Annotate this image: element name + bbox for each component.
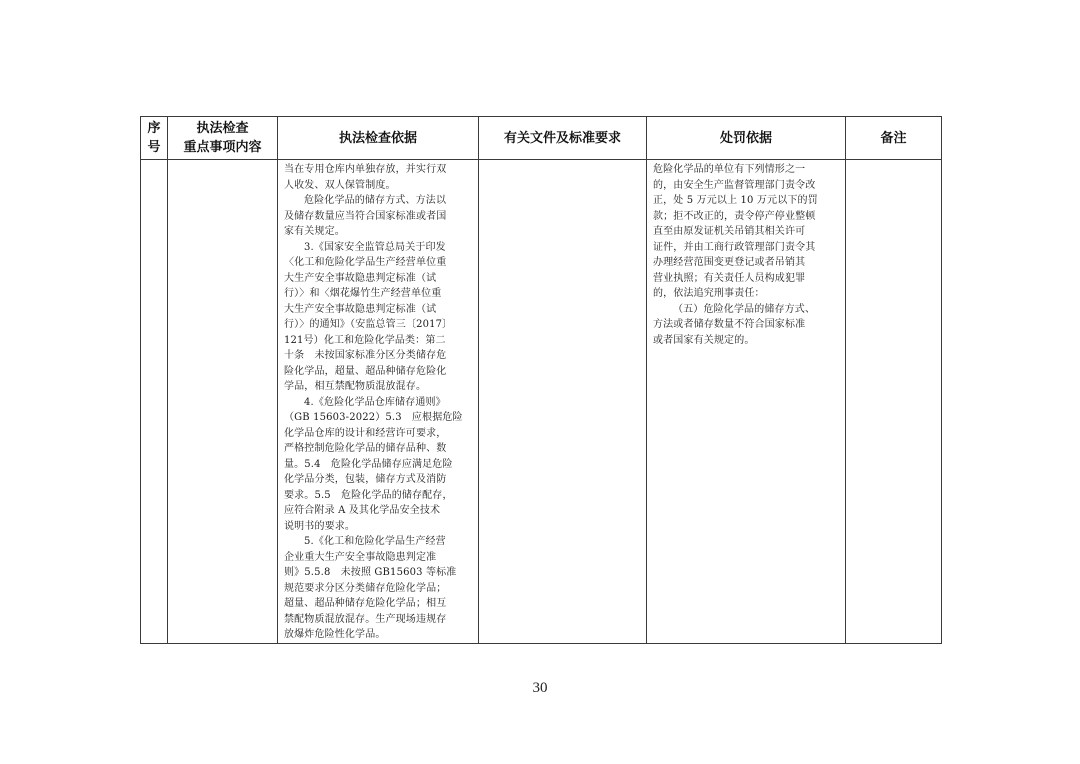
basis-line: 及储存数量应当符合国家标准或者国 [284,210,447,222]
header-standards: 有关文件及标准要求 [479,117,647,160]
penalty-line: 办理经营范围变更登记或者吊销其 [653,257,806,268]
header-focus-line-1: 执法检查 [196,121,249,136]
penalty-line: 危险化学品的单位有下列情形之一 [653,164,806,175]
penalty-line: 方法或者储存数量不符合国家标准 [653,319,806,330]
basis-line: （GB 15603-2022）5.3 应根据危险 [284,412,463,423]
basis-line: 禁配物质混放混存。生产现场违规存 [284,613,447,625]
cell-focus [168,160,278,644]
penalty-text [647,160,845,348]
basis-line: 家有关规定。 [284,226,345,237]
basis-line: 4.《危险化学品仓库储存通则》 [304,396,446,408]
header-seq-line-2: 号 [147,140,161,155]
basis-line: 险化学品，超量、超品种储存危险化 [284,365,447,377]
basis-line: 企业重大生产安全事故隐患判定准 [284,551,437,563]
regulation-table [140,116,942,644]
penalty-line: 营业执照；有关责任人员构成犯罪 [653,272,806,284]
penalty-line: 直至由原发证机关吊销其相关许可 [653,226,806,237]
basis-line: 量。5.4 危险化学品储存应满足危险 [284,458,453,470]
basis-line: 化学品仓库的设计和经营许可要求， [284,427,447,439]
cell-remarks [846,160,942,644]
penalty-line: 正，处 5 万元以上 10 万元以下的罚 [653,195,818,206]
basis-line: 说明书的要求。 [284,520,356,532]
basis-line: 121号）化工和危险化学品类：第二 [284,334,446,346]
penalty-line: 款；拒不改正的，责令停产停业整顿 [653,210,816,222]
basis-line: 危险化学品的储存方式、方法以 [304,195,447,206]
basis-line: 当在专用仓库内单独存放，并实行双 [284,164,447,175]
table-header-row [141,117,942,160]
penalty-line: 的，依法追究刑事责任： [653,288,765,299]
basis-line: 大生产安全事故隐患判定标准（试 [284,303,437,315]
basis-line: 〈化工和危险化学品生产经营单位重 [284,257,447,268]
basis-line: 则》5.5.8 未按照 GB15603 等标准 [284,567,457,578]
basis-text [278,160,478,643]
basis-line: 应符合附录 A 及其化学品安全技术 [284,505,441,516]
cell-basis [278,160,479,644]
basis-line: 大生产安全事故隐患判定标准（试 [284,272,437,284]
cell-penalty [647,160,846,644]
header-focus [168,117,278,160]
penalty-line: 证件，并由工商行政管理部门责令其 [653,241,816,253]
basis-line: 十条 未按国家标准分区分类储存危 [284,350,447,361]
basis-line: 行）〉的通知》（安监总管三〔2017〕 [284,319,453,330]
basis-line: 放爆炸危险性化学品。 [284,629,386,640]
cell-seq [141,160,168,644]
page-number: 30 [532,680,548,696]
header-penalty: 处罚依据 [647,117,846,160]
penalty-line: 或者国家有关规定的。 [653,334,755,346]
basis-line: 要求。5.5 危险化学品的储存配存， [284,489,453,501]
basis-line: 行）〉和〈烟花爆竹生产经营单位重 [284,288,442,299]
header-seq [141,117,168,160]
basis-line: 规范要求分区分类储存危险化学品； [284,582,447,594]
basis-line: 3.《国家安全监管总局关于印发 [304,241,446,253]
header-remarks: 备注 [846,117,942,160]
basis-line: 严格控制危险化学品的储存品种、数 [284,443,447,454]
penalty-line: 的，由安全生产监督管理部门责令改 [653,179,816,191]
penalty-line: （五）危险化学品的储存方式、 [673,303,816,315]
basis-line: 超量、超品种储存危险化学品；相互 [284,598,447,609]
header-seq-line-1: 序 [147,121,161,136]
basis-line: 5.《化工和危险化学品生产经营 [304,536,446,547]
cell-standards [479,160,647,644]
table-row [141,160,942,644]
header-focus-line-2: 重点事项内容 [183,140,262,155]
basis-line: 人收发、双人保管制度。 [284,179,396,191]
header-basis: 执法检查依据 [278,117,479,160]
basis-line: 化学品分类，包装，储存方式及消防 [284,474,447,485]
basis-line: 学品，相互禁配物质混放混存。 [284,381,427,392]
